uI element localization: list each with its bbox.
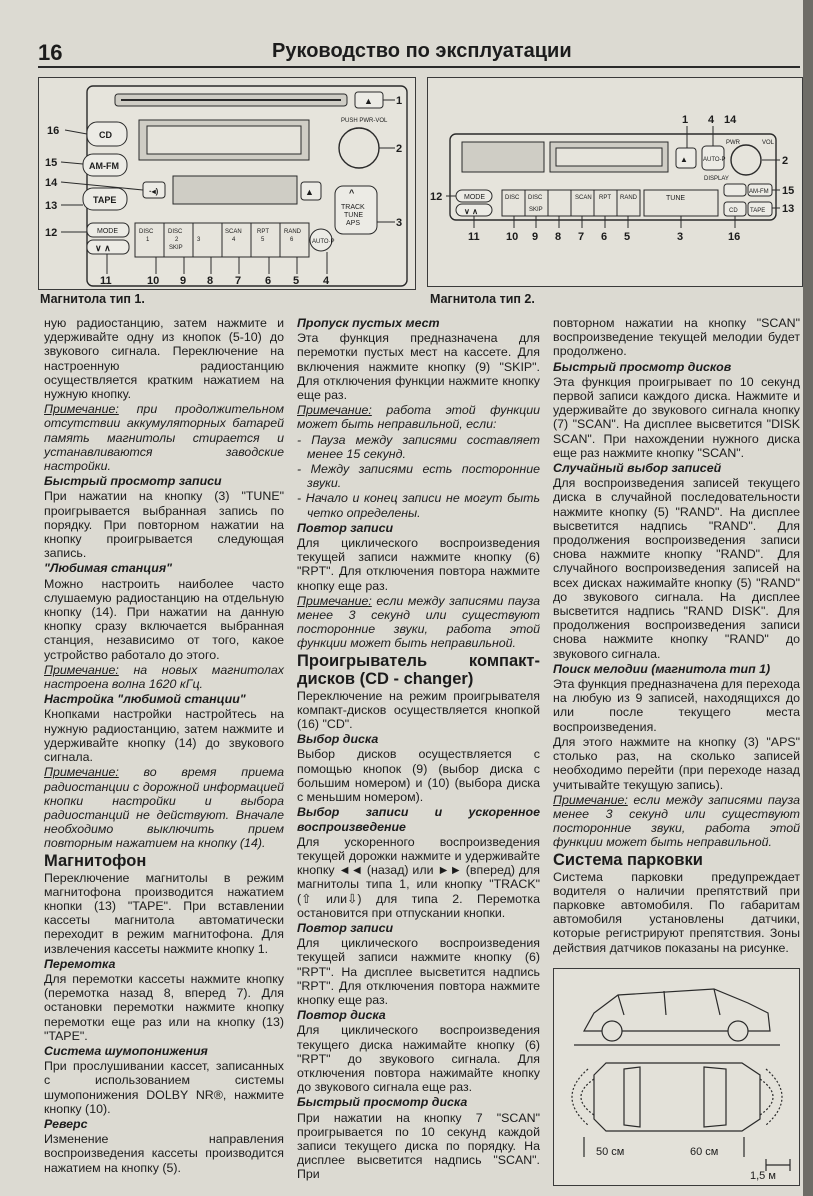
c3-note1: Примечание: если между записями пауза менее 3 секунд или существуют посторонние звуки, работа этой функции может быть неправильной.	[553, 792, 800, 850]
radio2-callout-12: 12	[430, 191, 443, 203]
radio2-callout-5: 5	[624, 231, 631, 243]
radio1-amfm-label: AM-FM	[89, 161, 119, 171]
c3-h-find: Поиск мелодии (магнитола тип 1)	[553, 661, 771, 676]
callout-8: 8	[207, 275, 214, 287]
radio1-rand-num: 6	[290, 237, 294, 243]
radio1-tune-label: TUNE	[344, 212, 364, 219]
c2-h-sel: Выбор записи и ускоренное воспроизведение	[297, 805, 540, 834]
radio1-auto-label: AUTO·P	[312, 239, 335, 245]
radio2-callout-11: 11	[468, 231, 480, 243]
parking-zone-width: 1,5 м	[750, 1170, 776, 1182]
caption-radio2: Магнитола тип 2.	[430, 292, 535, 306]
c1-h-set: Настройка "любимой станции"	[44, 692, 246, 707]
c2-h2-cd: Проигрыватель компакт-дисков (CD - changer)	[297, 651, 540, 688]
text-column-2	[297, 316, 540, 1183]
radio2-scan-label: SCAN	[575, 195, 592, 201]
caption-radio1: Магнитола тип 1.	[40, 292, 145, 306]
radio1-scan-num: 4	[232, 237, 236, 243]
c1-p-rev: Изменение направления воспроизведения кассеты производится нажатием на кнопку (5).	[44, 1132, 284, 1175]
c3-p-find1: Эта функция предназначена для перехода на любую из 9 записей, находящихся до или после текущего места воспроизведения.	[553, 677, 800, 734]
radio2-callout-6: 6	[601, 231, 608, 243]
radio1-disc2-num: 2	[175, 237, 179, 243]
c2-p-cd: Переключение на режим проигрывателя компакт-дисков осуществляется кнопкой (16) "CD".	[297, 688, 540, 732]
c2-li1: - Пауза между записями составляет менее 15 секунд.	[297, 432, 540, 461]
parking-right-distance: 60 см	[690, 1146, 719, 1158]
parking-left-distance: 50 см	[596, 1146, 625, 1158]
radio2-drawing	[428, 78, 802, 286]
c3-h2-park: Система парковки	[553, 850, 703, 869]
page-number: 16	[38, 40, 63, 65]
c2-li3: - Начало и конец записи не могут быть четко определены.	[297, 491, 540, 520]
callout-9: 9	[180, 275, 187, 287]
callout-16: 16	[47, 125, 60, 137]
c1-note1: Примечание: при продолжительном отсутствии аккумуляторных батарей память магнитолы стирается и устанавливаются заводские настройки.	[44, 402, 284, 474]
svg-text:∨ ∧: ∨ ∧	[464, 207, 478, 216]
c2-note1: Примечание: работа этой функции может быть неправильной, если:	[297, 403, 540, 432]
callout-10: 10	[147, 275, 160, 287]
callout-11: 11	[100, 275, 112, 287]
radio1-disc2-label: DISC	[168, 229, 183, 235]
callout-5: 5	[293, 275, 300, 287]
radio2-display-label: DISPLAY	[704, 176, 729, 182]
radio2-callout-2: 2	[782, 155, 789, 167]
radio2-rpt-label: RPT	[599, 195, 611, 201]
radio2-tape-label: TAPE	[750, 208, 766, 214]
radio2-tune-label: TUNE	[666, 195, 686, 202]
c3-p-fast: Эта функция проигрывает по 10 секунд первой записи каждого диска. Нажмите и удерживайте до звукового сигнала кнопку (7) "SCAN". На дисплее высветится "DISK SCAN". При нахождении нужного диска еще раз нажмите кнопку "SCAN".	[553, 374, 800, 460]
page-edge-shadow	[803, 0, 813, 1196]
radio2-callout-8: 8	[555, 231, 562, 243]
callout-1: 1	[396, 95, 403, 107]
radio1-mode-label: MODE	[97, 228, 118, 235]
c1-h-fav: "Любимая станция"	[44, 561, 173, 576]
radio1-cd-label: CD	[99, 130, 112, 140]
radio1-disc1-num: 1	[146, 237, 150, 243]
c1-note3: Примечание: во время приема радиостанции с дорожной информацией кнопки настройки и выбора радиостанций не действуют. Вначале необходимо выключить прием повторным нажатием на кнопку (14).	[44, 765, 284, 851]
c2-h-rep2: Повтор записи	[297, 920, 394, 935]
c3-p1: повторном нажатии на кнопку "SCAN" воспроизведение текущей мелодии будет продолжено.	[553, 316, 800, 359]
radio2-disc1-label: DISC	[505, 195, 520, 201]
radio1-track-label: TRACK	[341, 204, 365, 211]
c2-p-drep: Для циклического воспроизведения текущего диска нажимайте кнопку (6) "RPT" до звукового сигнала. Для отключения повтора нажимайте кнопку до звукового сигнала еще раз.	[297, 1023, 540, 1095]
callout-12: 12	[45, 227, 58, 239]
c2-h-disc: Выбор диска	[297, 732, 379, 747]
c1-h-fast: Быстрый просмотр записи	[44, 474, 222, 489]
c1-p-tape: Переключение магнитолы в режим магнитофона производится нажатием кнопки (13) "TAPE". При вставлении кассеты магнитола автоматически переходит в режим магнитофона. Для извлечения кассеты нажмите кнопку 1.	[44, 870, 284, 956]
radio2-callout-15: 15	[782, 185, 795, 197]
radio1-tape-label: TAPE	[93, 195, 117, 205]
radio2-callout-7: 7	[578, 231, 585, 243]
radio2-callout-3: 3	[677, 231, 684, 243]
c1-p-fav: Можно настроить наиболее часто слушаемую радиостанцию на отдельную кнопку (14). При нажатии на данную кнопку сразу включается выбранная станция, независимо от того, какое устройство работало до этого.	[44, 576, 284, 662]
c2-h-rep: Повтор записи	[297, 520, 394, 535]
callout-3: 3	[396, 217, 403, 229]
text-column-3	[553, 316, 800, 956]
radio2-amfm-label: AM-FM	[749, 189, 769, 195]
svg-text:▲: ▲	[305, 187, 314, 197]
radio1-aps-label: APS	[346, 220, 361, 227]
radio2-mode-label: MODE	[464, 194, 485, 201]
radio2-vol-label: VOL	[762, 140, 775, 146]
c2-h-fast: Быстрый просмотр диска	[297, 1095, 468, 1110]
c1-h-nr: Система шумопонижения	[44, 1043, 208, 1058]
radio1-pwr-label: PUSH PWR-VOL	[341, 118, 388, 124]
svg-text:∨ ∧: ∨ ∧	[95, 243, 111, 253]
c2-p-rep2: Для циклического воспроизведения текущей записи нажмите кнопку (6) "RPT". На дисплее высветится надпись "RPT". Для отключения повтора нажмите кнопку еще раз.	[297, 936, 540, 1007]
radio1-rpt-label: RPT	[257, 229, 269, 235]
c2-li2: - Между записями есть посторонние звуки.	[297, 462, 540, 491]
callout-4: 4	[323, 275, 330, 287]
radio2-callout-1: 1	[682, 114, 689, 126]
c2-h-drep: Повтор диска	[297, 1008, 386, 1023]
figure-radio-type2	[427, 77, 803, 287]
callout-15: 15	[45, 157, 58, 169]
c2-p-fast: При нажатии на кнопку 7 "SCAN" проигрывается по 10 секунд каждой записи текущего диска по порядку. На дисплее высветится надпись "SCAN". При	[297, 1110, 540, 1182]
radio2-callout-4: 4	[708, 114, 715, 126]
header-rule	[38, 66, 800, 68]
c3-p-rand: Для воспроизведения записей текущего диска в случайной последовательности нажмите кнопку (5) "RAND". На дисплее высветится надпись "RAND". Для продолжения воспроизведения записи снова нажмите кнопку "RAND". Для случайного воспроизведения записей на всех дисках нажимайте кнопку (5) "RAND" до звукового сигнала. На дисплее высветится надпись "RAND DISK". Для продолжения воспроизведения записи снова нажмите кнопку "RAND" до звукового сигнала.	[553, 476, 800, 661]
c1-note2: Примечание: на новых магнитолах настроена волна 1620 кГц.	[44, 662, 284, 692]
text-column-1	[44, 316, 284, 1176]
c3-h-rand: Случайный выбор записей	[553, 461, 722, 476]
radio1-disc1-label: DISC	[139, 229, 154, 235]
c1-p-rew: Для перемотки кассеты нажмите кнопку (перемотка назад 8, вперед 7). Для остановки перемотки нажмите кнопку перемотки еще раз или на кнопку (13) "TAPE".	[44, 971, 284, 1043]
radio2-skip-label: SKIP	[529, 207, 543, 213]
c1-p-set: Кнопками настройки настройтесь на нужную радиостанцию, затем нажмите и удерживайте кнопку (14) до звукового сигнала.	[44, 707, 284, 765]
c3-h-fast: Быстрый просмотр дисков	[553, 359, 732, 374]
callout-13: 13	[45, 200, 58, 212]
c3-p-park: Система парковки предупреждает водителя о наличии препятствий при парковке автомобиля. По габаритам автомобиля установлены датчики, которые регистрируют препятствия. Зоны действия датчиков показаны на рисунке.	[553, 869, 800, 955]
c2-note2: Примечание: если между записями пауза менее 3 секунд или существуют посторонние звуки, работа этой функции может быть неправильной.	[297, 593, 540, 651]
radio2-callout-16: 16	[728, 231, 741, 243]
c2-p-rep: Для циклического воспроизведения текущей записи нажмите кнопку (6) "RPT". Для отключения повтора нажмите кнопку еще раз.	[297, 536, 540, 593]
radio2-callout-14: 14	[724, 114, 737, 126]
c1-h-rew: Перемотка	[44, 956, 116, 971]
radio2-callout-9: 9	[532, 231, 539, 243]
radio1-scan-label: SCAN	[225, 229, 242, 235]
radio2-cd-label: CD	[729, 208, 738, 214]
radio1-skip-label: SKIP	[169, 245, 183, 251]
radio2-callout-10: 10	[506, 231, 519, 243]
page-title: Руководство по эксплуатации	[272, 40, 572, 62]
figure-radio-type1	[38, 77, 416, 290]
radio1-drawing	[39, 78, 415, 289]
radio2-rand-label: RAND	[620, 195, 638, 201]
c2-h-skip: Пропуск пустых мест	[297, 316, 440, 330]
radio1-rpt-num: 5	[261, 237, 265, 243]
callout-6: 6	[265, 275, 272, 287]
svg-text:^: ^	[349, 188, 355, 198]
radio2-pwr-label: PWR	[726, 140, 740, 146]
radio2-auto-label: AUTO-P	[703, 157, 726, 163]
svg-text:·◂): ·◂)	[149, 187, 159, 196]
radio2-disc2-label: DISC	[528, 195, 543, 201]
c1-p-nr: При прослушивании кассет, записанных с использованием системы шумопонижения DOLBY NR®, нажмите кнопку (10).	[44, 1059, 284, 1116]
figure-parking-sensors	[553, 968, 800, 1186]
radio1-rand-label: RAND	[284, 229, 302, 235]
c1-h2-tape: Магнитофон	[44, 851, 147, 870]
c1-h-rev: Реверс	[44, 1116, 88, 1131]
c2-p-skip: Эта функция предназначена для перемотки пустых мест на кассете. Для включения нажмите кнопку (9) "SKIP". Для отключения функции нажмите кнопку еще раз.	[297, 331, 540, 403]
svg-text:▲: ▲	[364, 96, 373, 106]
callout-7: 7	[235, 275, 242, 287]
c3-p-find2: Для этого нажмите на кнопку (3) "APS" столько раз, на сколько записей необходимо перейти (при переходе назад учитывайте текущую запись).	[553, 734, 800, 792]
parking-drawing	[554, 969, 799, 1185]
c2-p-disc: Выбор дисков осуществляется с помощью кнопок (9) (выбор диска с большим номером) и (10) (выбора диска с меньшим номером).	[297, 747, 540, 805]
c1-p-fast: При нажатии на кнопку (3) "TUNE" проигрывается выбранная запись по порядку. При повторном нажатии на кнопку проигрывается следующая запись.	[44, 489, 284, 561]
c1-p1: ную радиостанцию, затем нажмите и удерживайте одну из кнопок (5-10) до звукового сигнала. Переключение на настроенную радиостанцию осуществляется кратким нажатием на нужную кнопку.	[44, 316, 284, 402]
svg-text:▲: ▲	[680, 155, 688, 164]
radio2-callout-13: 13	[782, 203, 795, 215]
radio1-three-label: 3	[197, 237, 201, 243]
callout-14: 14	[45, 177, 58, 189]
callout-2: 2	[396, 143, 403, 155]
c2-p-sel: Для ускоренного воспроизведения текущей дорожки нажмите и удерживайте кнопку ◄◄ (назад) или ►► (вперед) для магнитолы типа 1, или кнопку "TRACK" (⇧ или⇩) для типа 2. Перемотка остановится при отпускании кнопки.	[297, 834, 540, 920]
